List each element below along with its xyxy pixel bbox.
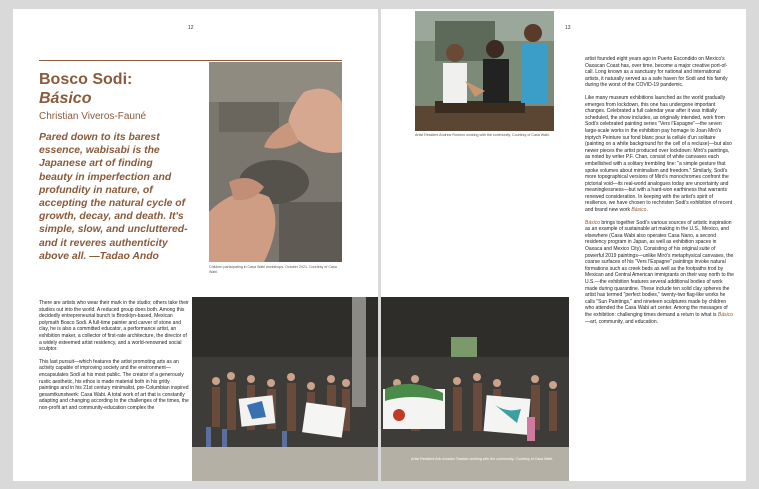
author-name: Christian Viveros-Fauné: [39, 111, 147, 122]
left-page: [13, 9, 378, 481]
photo-women-workshop-art: [415, 11, 554, 131]
photo-caption-top-right: Artist Resident Andrew Romero working with the community. Courtesy of Casa Wabi.: [415, 133, 550, 137]
body-paragraph: There are artists who wear their mark in the studio; others take their studios out into the world. A reduced group does both. Among this decidedly entrepreneurial bunch is Brooklyn-based, Mexican polymath Bosco Sodi. A full-time painter and carver of stone and clay, he is also a committed educator, a performance artist, an exhibition maker, a collector of first-rate architecture, the director of a widely esteemed artist residency, and a world-renowned social sculptor.: [39, 300, 189, 353]
page-number-left: 12: [188, 25, 194, 31]
article-title: [39, 70, 132, 108]
photo-community-left: [192, 297, 378, 481]
exhibition-name: Básico: [585, 219, 601, 226]
title-rule: [39, 60, 342, 61]
body-paragraph: Like many museum exhibitions launched as the world gradually emerges from lockdown, this one has undergone important changes. Celebrated a full calendar year after it was initially scheduled, the show includes, as originally intended, work from Sodi's celebrated painting series "Vers l'Espagne"—the seven large-scale works in the exhibition pay homage to Joan Miró's triptych Peinture sur fond blanc pour la cellule d'un solitaire (painting on a white background for the cell of a recluse)—but also newer pieces the artist produced over lockdown: Miró's paintings, as noted by writer P.F. Chan, consist of white canvases each embellished with a solitary trembling line: "a simple gesture that spoke volumes about minimalism and freedom." Similarly, Sodi's more topographical versions of Miró's monochromes confront the pictorial void—its real-world analogues today are uncertainty and meaninglessness—but with a hard-won earthiness that warrants renewed consideration. In keeping with the artist's spirit of resilience, we have chosen to rechristen Sodi's exhibition of recent and brand new work Básico.: [585, 94, 733, 214]
photo-community-right: [381, 297, 569, 481]
photo-women-workshop: [415, 11, 554, 131]
body-paragraph: This last pursuit—which features the artist promoting arts as an activity capable of improving society and the environment—encapsulates Sodi at his most public. The creator of a generously rustic aesthetic, his ethos is made material both in his gritty paintings and in his 21st century minimalist, pre-Columbian inspired gesamtkunstwerk: Casa Wabi. A total work of art that is constantly adapting and changing according to the challenges of the times, the non-profit art and community-education complex the: [39, 358, 189, 411]
body-paragraph-text: Like many museum exhibitions launched as the world gradually emerges from lockdown, this one has undergone important changes. Celebrated a full calendar year after it was initially scheduled, the show includes, as originally intended, work from Sodi's celebrated painting series "Vers l'Espagne"—the seven large-scale works in the exhibition pay homage to Joan Miró's triptych Peinture sur fond blanc pour la cellule d'un solitaire (painting on a white background for the cell of a recluse)—but also newer pieces the artist produced over lockdown: Miró's paintings, as noted by writer P.F. Chan, consist of white canvases each embellished with a solitary trembling line: "a simple gesture that spoke volumes about minimalism and freedom." Similarly, Sodi's more topographical versions of Miró's monochromes confront the pictorial void—its real-world analogues today are uncertainty and meaninglessness—but with a hard-won earthiness that warrants renewed consideration. In keeping with the artist's spirit of resilience, we have chosen to rechristen Sodi's exhibition of recent and brand new work: [585, 94, 733, 214]
exhibition-name: Básico: [631, 207, 647, 214]
epigraph-quote: Pared down to its barest essence, wabisabi is the Japanese art of finding beauty in imperfection and profundity in nature, of accepting the natural cycle of growth, decay, and death. It's simple, slow, and uncluttered-and it reveres authenticity above all. —Tadao Ando: [39, 132, 188, 262]
photo-caption-bottom-right: Artist Resident Arlo Amador Tostado working with the community. Courtesy of Casa Wabi.: [411, 457, 554, 461]
photo-caption-left: Children participating in Casa Wabi workshops, October 2021. Courtesy of Casa Wabi.: [209, 265, 337, 274]
body-paragraph: [585, 220, 735, 326]
body-paragraph: artist founded eight years ago in Puerto Escondido on Mexico's Oaxacan Coast has, over time, become a major creative port-of-call. Long known as a sanctuary for national and international artists, it naturally served as a safe haven for Sodi and his family during the worst of the COVID-19 pandemic.: [585, 56, 728, 89]
body-text-right: [585, 56, 735, 331]
right-page: [381, 9, 746, 481]
body-paragraph-tail: —art, community, and education.: [585, 318, 658, 325]
page-number-right: 13: [565, 25, 571, 31]
photo-community-right-art: [381, 297, 569, 481]
photo-clay-hands: [209, 62, 342, 262]
title-line-1: Bosco Sodi:: [39, 71, 133, 88]
exhibition-name: Básico: [717, 311, 733, 318]
body-text-left: [39, 300, 189, 418]
title-line-2: Básico: [39, 90, 92, 107]
photo-clay-hands-art: [209, 62, 342, 262]
photo-community-left-art: [192, 297, 378, 481]
body-paragraph-text: brings together Sodi's various sources of artistic inspiration as an example of sustainable art making in the U.S., Mexico, and elsewhere (Casa Wabi also operates Casa Nano, a second residency program in Japan, as well as exhibition spaces in Oaxaca and Mexico City). Consisting of his original suite of powerful 2019 paintings—unlike Miró's metaphysical canvases, the coarse surfaces of his "Vers l'Espagne" paintings invoke natural formations such as creek beds as well as the footpaths trod by Mexican and Central American immigrants on their way north to the U.S.—the exhibition features several additional bodies of work made during quarantine. These include ten solid clay spheres the artist has termed "perfect bodies," twenty-two flag-like works he calls "Sun Paintings," and nineteen sculptures made by children who attended the Casa Wabi art center. Among the messages of the exhibition: challenging times demand a return to what is: [585, 219, 734, 318]
